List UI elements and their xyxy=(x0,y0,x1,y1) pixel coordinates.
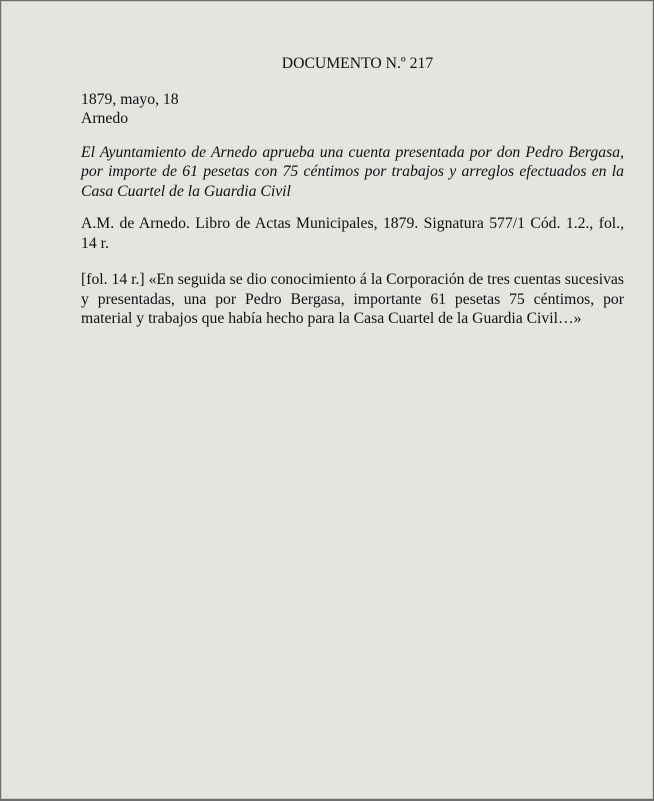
document-content xyxy=(81,54,624,329)
document-metadata xyxy=(81,90,624,129)
document-page xyxy=(1,1,653,799)
document-date: 1879, mayo, 18 xyxy=(81,90,179,108)
document-place: Arnedo xyxy=(81,110,129,127)
document-summary: El Ayuntamiento de Arnedo aprueba una cuenta presentada por don Pedro Bergasa, por importe de 61 pesetas con 75 céntimos por trabajos y arreglos efectuados en la Casa Cuartel de la Guardia Civil xyxy=(81,143,624,200)
document-transcription: [fol. 14 r.] «En seguida se dio conocimiento á la Corporación de tres cuentas sucesivas y presentadas, una por Pedro Bergasa, importante 61 pesetas 75 céntimos, por material y trabajos que había hecho para la Casa Cuartel de la Guardia Civil…» xyxy=(81,271,624,327)
archival-source: A.M. de Arnedo. Libro de Actas Municipales, 1879. Signatura 577/1 Cód. 1.2., fol., 14 r. xyxy=(81,215,624,252)
document-title: DOCUMENTO N.º 217 xyxy=(281,55,434,72)
